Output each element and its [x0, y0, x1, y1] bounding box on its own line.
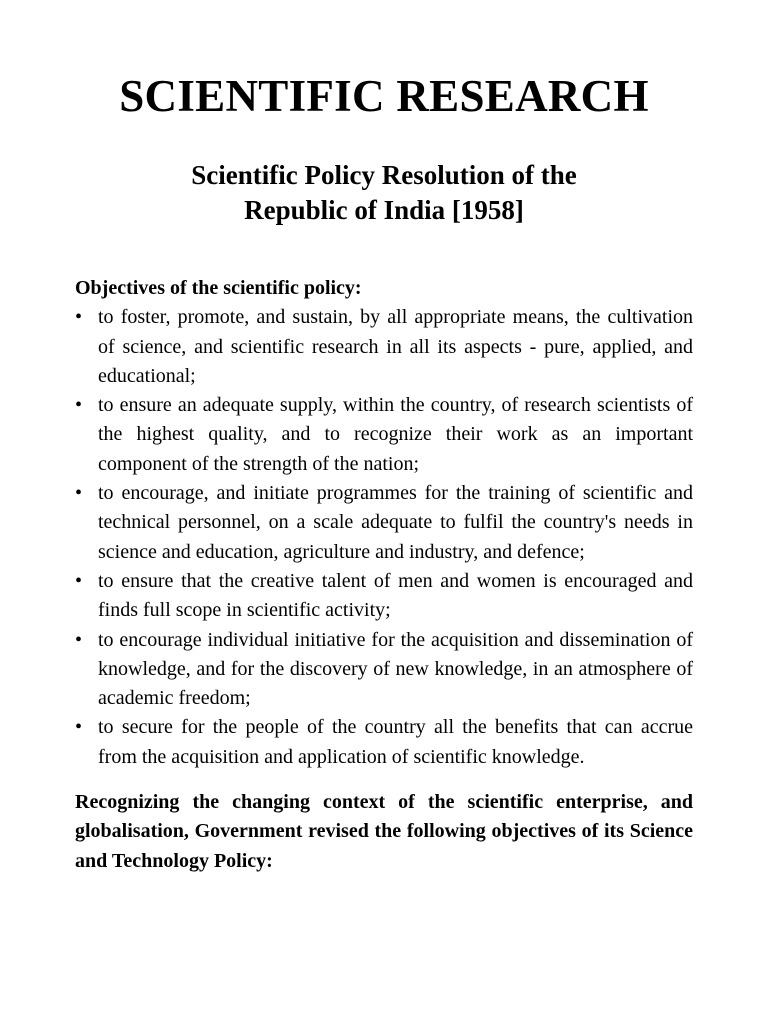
bullet-icon: • — [75, 628, 83, 651]
list-item-text: to ensure an adequate supply, within the country, of research scientists of the highest quality, and to recognize their work as an important component of the strength of the nation; — [98, 394, 693, 475]
list-item — [75, 479, 693, 567]
subtitle-line-2: Republic of India [1958] — [244, 195, 524, 225]
bullet-icon: • — [75, 394, 83, 417]
objectives-heading: Objectives of the scientific policy: — [75, 277, 362, 299]
list-item-text: to encourage, and initiate programmes for the training of scientific and technical personnel, on a scale adequate to fulfil the country's needs in science and education, agriculture and industry, and defence; — [98, 482, 693, 563]
subtitle-line-1: Scientific Policy Resolution of the — [191, 160, 577, 190]
bullet-icon: • — [75, 569, 83, 592]
list-item — [75, 303, 693, 391]
list-item — [75, 713, 693, 772]
list-item — [75, 567, 693, 626]
objectives-list — [75, 303, 693, 772]
bullet-icon: • — [75, 482, 83, 505]
page-title: SCIENTIFIC RESEARCH — [119, 71, 649, 121]
bullet-icon: • — [75, 306, 83, 329]
document-body — [75, 274, 693, 876]
list-item-text: to ensure that the creative talent of men and women is encouraged and finds full scope in scientific activity; — [98, 569, 693, 622]
page-subtitle — [0, 158, 768, 228]
list-item-text: to foster, promote, and sustain, by all appropriate means, the cultivation of science, and scientific research in all its aspects - pure, applied, and educational; — [98, 306, 693, 387]
list-item — [75, 391, 693, 479]
list-item-text: to encourage individual initiative for the acquisition and dissemination of knowledge, and for the discovery of new knowledge, in an atmosphere of academic freedom; — [98, 628, 693, 710]
list-item-text: to secure for the people of the country all the benefits that can accrue from the acquisition and application of scientific knowledge. — [98, 716, 693, 768]
list-item — [75, 626, 693, 714]
bullet-icon: • — [75, 716, 83, 739]
closing-paragraph: Recognizing the changing context of the scientific enterprise, and globalisation, Government revised the following objectives of its Science and Technology Policy: — [75, 791, 693, 872]
